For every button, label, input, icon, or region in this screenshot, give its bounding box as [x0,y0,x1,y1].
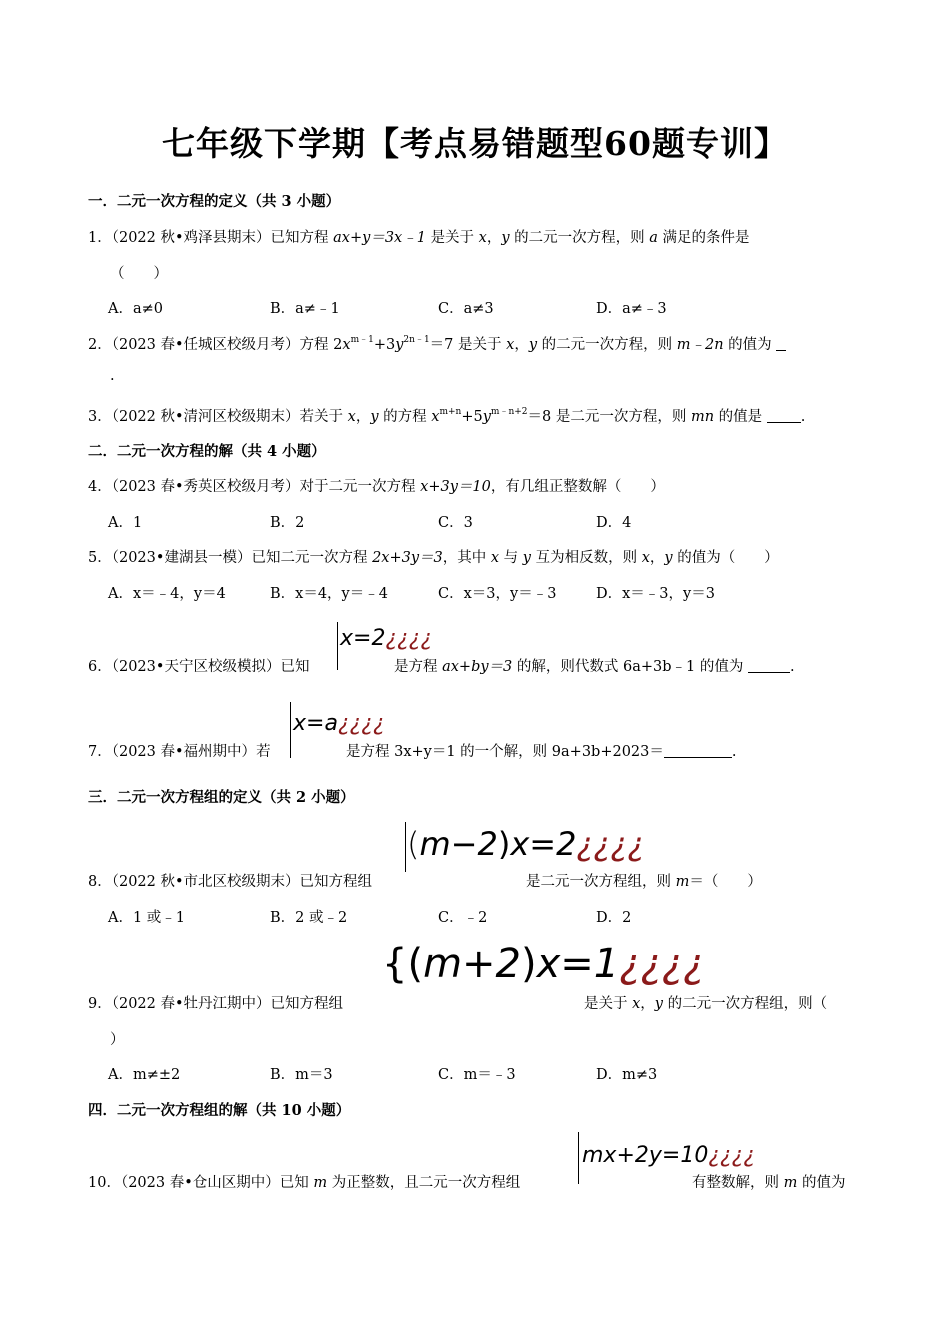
question-5: 5．（2023•建湖县一模）已知二元一次方程 2x+3y＝3，其中 x 与 y 互为相反数，则 x，y 的值为（ ） [88,550,779,566]
option-c[interactable]: C．﹣2 [438,910,488,926]
option-a[interactable]: A．1 或﹣1 [108,910,186,926]
question-number: 3． [88,409,112,425]
option-b[interactable]: B．m＝3 [270,1067,333,1083]
document-page: 七年级下学期【考点易错题型60题专训】 一．二元一次方程的定义（共 3 小题） 1．（2022 秋•鸡泽县期末）已知方程 ax+y＝3x﹣1 是关于 x，y 的二元一次方程，则 a 满足的条件是 （ ） A．a≠0 B．a≠﹣1 C．a≠3 D．a≠﹣3 2．（2023 春•任城区校级月考）方程 $2x^{m﹣1}+3y^{2n﹣1}=7$ 是关于 x，y 的二元一次方程，则 m﹣2n 的值为 . 3．（2022 秋•清河区校级期末）若关于 x，y 的方程 $x^{m+n}+5y^{m﹣n+2}=8$ 是二元一次方程，则 mn 的值是 . 二．二元一次方程的解（共 4 小题） 4．（2023 春•秀英区校级月考）对于二元一次方程 x+3y＝10，有几组正整数解（ ） A．1 B．2 C．3 D．4 5．（2023•建湖县一模）已知二元一次方程 2x+3y＝3，其中 x 与 y 互为相反数，则 x，y 的值为（ ） A．x＝﹣4，y＝4 B．x＝4，y＝﹣4 C．x＝3，y＝﹣3 D．x＝﹣3，y＝3 x=2¿¿¿¿ 6．（2023•天宁区校级模拟）已知 是方程 ax+by＝3 的解，则代数式 6a+3b﹣1 的值为 . x=a¿¿¿¿ 7．（2023 春•福州期中）若 是方程 3x+y＝1 的一个解，则 9a+3b+2023＝ . 三．二元一次方程组的定义（共 2 小题） (m−2)x=2¿¿¿¿ 8．（2022 秋•市北区校级期末）已知方程组 是二元一次方程组，则 m＝（ ） A．1 或﹣1 B．2 或﹣2 C．﹣2 D．2 {(m+2)x=1¿¿¿¿ 9．（2022 春•牡丹江期中）已知方程组 是关于 x，y 的二元一次方程组，则（ ） A．m≠±2 B．m＝3 C．m＝﹣3 D．m≠3 四．二元一次方程组的解（共 10 小题） mx+2y=10¿¿¿¿ 10．（2023 春•仓山区期中）已知 m 为正整数，且二元一次方程组 有整数解，则 m 的值为 [0,0,950,1344]
answer-blank[interactable] [767,408,801,423]
question-2: 2．（2023 春•任城区校级月考）方程 $2x^{m﹣1}+3y^{2n﹣1}=7$ 是关于 x，y 的二元一次方程，则 m﹣2n 的值为 [88,333,786,354]
question-source: （2023 春•任城区校级月考） [111,337,300,353]
question-7-rest: 是方程 3x+y＝1 的一个解，则 9a+3b+2023＝ . [346,744,737,760]
option-d[interactable]: D．x＝﹣3，y＝3 [596,586,715,602]
question-source: （2023•天宁区校级模拟） [111,659,281,675]
question-number: 9． [88,996,112,1012]
question-source: （2022 秋•清河区校级期末） [111,409,300,425]
question-3: 3．（2022 秋•清河区校级期末）若关于 x，y 的方程 $x^{m+n}+5y^{m﹣n+2}=8$ 是二元一次方程，则 mn 的值是 . [88,407,806,425]
question-9: 9．（2022 春•牡丹江期中）已知方程组 [88,996,344,1012]
equation-image-q6: x=2¿¿¿¿ [340,626,433,651]
options-q9 [108,1063,828,1085]
section-heading-2: 二．二元一次方程的解（共 4 小题） [88,443,326,460]
section-heading-4: 四．二元一次方程组的解（共 10 小题） [88,1102,351,1119]
answer-blank[interactable] [748,658,790,673]
option-a[interactable]: A．1 [108,515,143,531]
question-number: 1． [88,230,112,246]
question-number: 6． [88,659,112,675]
question-source: （2023 春•仓山区期中） [120,1175,280,1191]
question-number: 7． [88,744,112,760]
equation-brace [290,702,291,758]
question-8-rest: 是二元一次方程组，则 m＝（ ） [526,874,762,890]
answer-blank[interactable] [776,336,786,351]
question-source: （2023•建湖县一模） [111,550,252,566]
question-source: （2022 秋•鸡泽县期末） [111,230,271,246]
question-4: 4．（2023 春•秀英区校级月考）对于二元一次方程 x+3y＝10，有几组正整数解（ ） [88,479,665,495]
options-q8 [108,906,828,928]
option-d[interactable]: D．a≠﹣3 [596,301,667,317]
option-d[interactable]: D．2 [596,910,632,926]
option-a[interactable]: A．x＝﹣4，y＝4 [108,586,226,602]
question-source: （2023 春•福州期中） [111,744,257,760]
answer-paren: （ ） [110,266,168,282]
section-heading-1: 一．二元一次方程的定义（共 3 小题） [88,193,341,210]
question-10-rest: 有整数解，则 m 的值为 [692,1175,846,1191]
options-q4 [108,511,828,533]
option-a[interactable]: A．m≠±2 [108,1067,181,1083]
question-number: 5． [88,550,112,566]
options-q1 [108,297,828,319]
options-q5 [108,582,828,604]
option-c[interactable]: C．x＝3，y＝﹣3 [438,586,557,602]
option-b[interactable]: B．2 或﹣2 [270,910,348,926]
option-c[interactable]: C．m＝﹣3 [438,1067,516,1083]
equation-image-q8: (m−2)x=2¿¿¿¿ [407,825,645,863]
question-7: 7．（2023 春•福州期中）若 [88,744,271,760]
equation-image-q7: x=a¿¿¿¿ [293,711,385,736]
question-source: （2022 秋•市北区校级期末） [111,874,300,890]
question-number: 8． [88,874,112,890]
question-source: （2022 春•牡丹江期中） [111,996,271,1012]
equation-brace [578,1132,579,1184]
equation-brace [405,822,406,872]
option-d[interactable]: D．m≠3 [596,1067,658,1083]
equation-image-q10: mx+2y=10¿¿¿¿ [582,1143,756,1168]
answer-blank[interactable] [664,743,732,758]
option-c[interactable]: C．a≠3 [438,301,494,317]
question-6: 6．（2023•天宁区校级模拟）已知 [88,659,310,675]
question-8: 8．（2022 秋•市北区校级期末）已知方程组 [88,874,373,890]
option-b[interactable]: B．2 [270,515,305,531]
section-heading-3: 三．二元一次方程组的定义（共 2 小题） [88,789,355,806]
question-number: 4． [88,479,112,495]
option-c[interactable]: C．3 [438,515,473,531]
option-b[interactable]: B．x＝4，y＝﹣4 [270,586,388,602]
question-number: 10． [88,1175,121,1191]
option-a[interactable]: A．a≠0 [108,301,163,317]
equation-image-q9: {(m+2)x=1¿¿¿¿ [382,941,705,987]
question-9-rest: 是关于 x，y 的二元一次方程组，则（ [584,996,828,1012]
equation-brace [337,622,338,670]
question-1: 1．（2022 秋•鸡泽县期末）已知方程 ax+y＝3x﹣1 是关于 x，y 的二元一次方程，则 a 满足的条件是 [88,230,750,246]
question-10: 10．（2023 春•仓山区期中）已知 m 为正整数，且二元一次方程组 [88,1175,521,1191]
option-d[interactable]: D．4 [596,515,632,531]
page-title: 七年级下学期【考点易错题型60题专训】 [162,124,788,163]
question-6-rest: 是方程 ax+by＝3 的解，则代数式 6a+3b﹣1 的值为 . [394,659,795,675]
question-number: 2． [88,337,112,353]
option-b[interactable]: B．a≠﹣1 [270,301,340,317]
question-source: （2023 春•秀英区校级月考） [111,479,300,495]
